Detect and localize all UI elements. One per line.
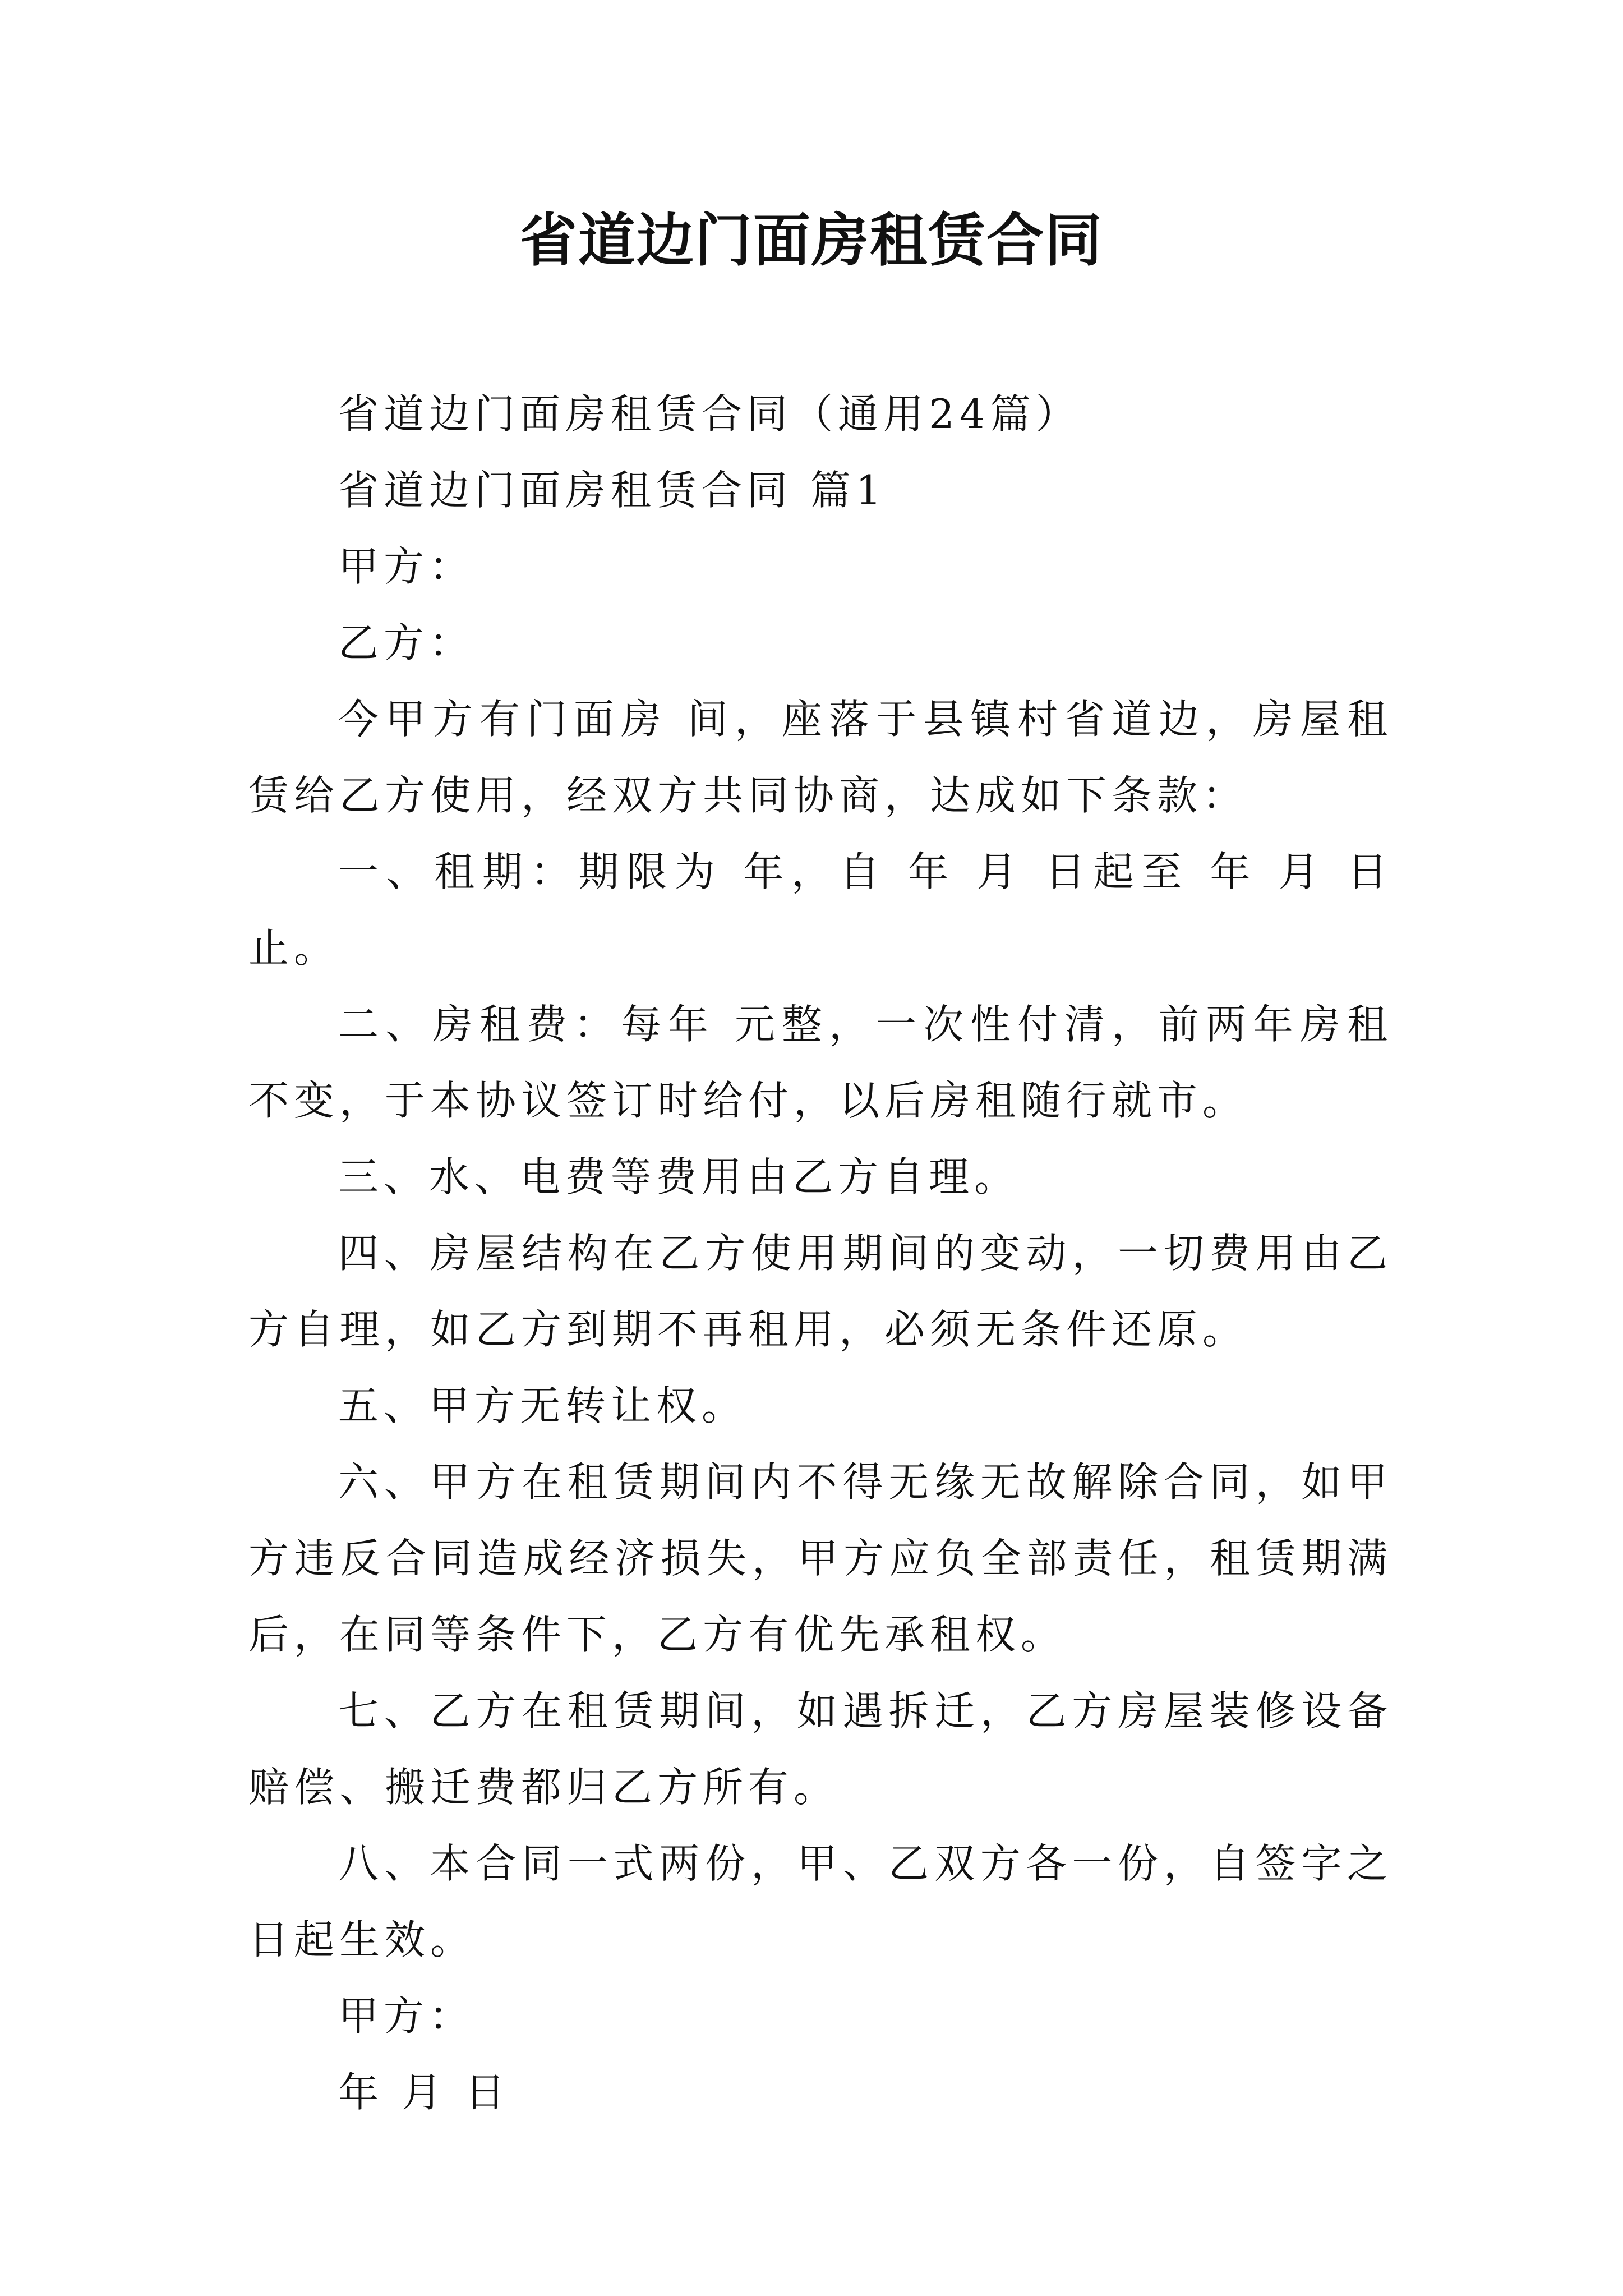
document-title: 省道边门面房租赁合同	[520, 208, 1103, 274]
clause-1: 一、租期：期限为 年，自 年 月 日起至 年 月 日止。	[248, 848, 1393, 972]
subtitle-collection: 省道边门面房租赁合同（通用24篇）	[338, 390, 1081, 438]
intro-paragraph: 今甲方有门面房 间，座落于县镇村省道边，房屋租赁给乙方使用，经双方共同协商，达成如下条款：	[248, 696, 1393, 819]
clause-5: 五、甲方无转让权。	[338, 1382, 748, 1429]
clause-3: 三、水、电费等费用由乙方自理。	[338, 1153, 1020, 1200]
clause-2: 二、房租费：每年 元整，一次性付清，前两年房租不变，于本协议签订时给付，以后房租随行就市。	[248, 1001, 1393, 1124]
party-a-label: 甲方：	[338, 543, 475, 590]
signature-party-a: 甲方：	[338, 1993, 475, 2040]
clause-6: 六、甲方在租赁期间内不得无缘无故解除合同，如甲方违反合同造成经济损失，甲方应负全部责任，租赁期满后，在同等条件下，乙方有优先承租权。	[248, 1458, 1393, 1658]
party-b-label: 乙方：	[338, 619, 475, 666]
signature-date: 年 月 日	[338, 2069, 510, 2116]
section-heading: 省道边门面房租赁合同 篇1	[338, 467, 887, 514]
document-body	[248, 376, 1393, 2131]
clause-7: 七、乙方在租赁期间，如遇拆迁，乙方房屋装修设备赔偿、搬迁费都归乙方所有。	[248, 1687, 1393, 1811]
clause-8: 八、本合同一式两份，甲、乙双方各一份，自签字之日起生效。	[248, 1840, 1393, 1963]
clause-4: 四、房屋结构在乙方使用期间的变动，一切费用由乙方自理，如乙方到期不再租用，必须无条件还原。	[248, 1230, 1393, 1353]
